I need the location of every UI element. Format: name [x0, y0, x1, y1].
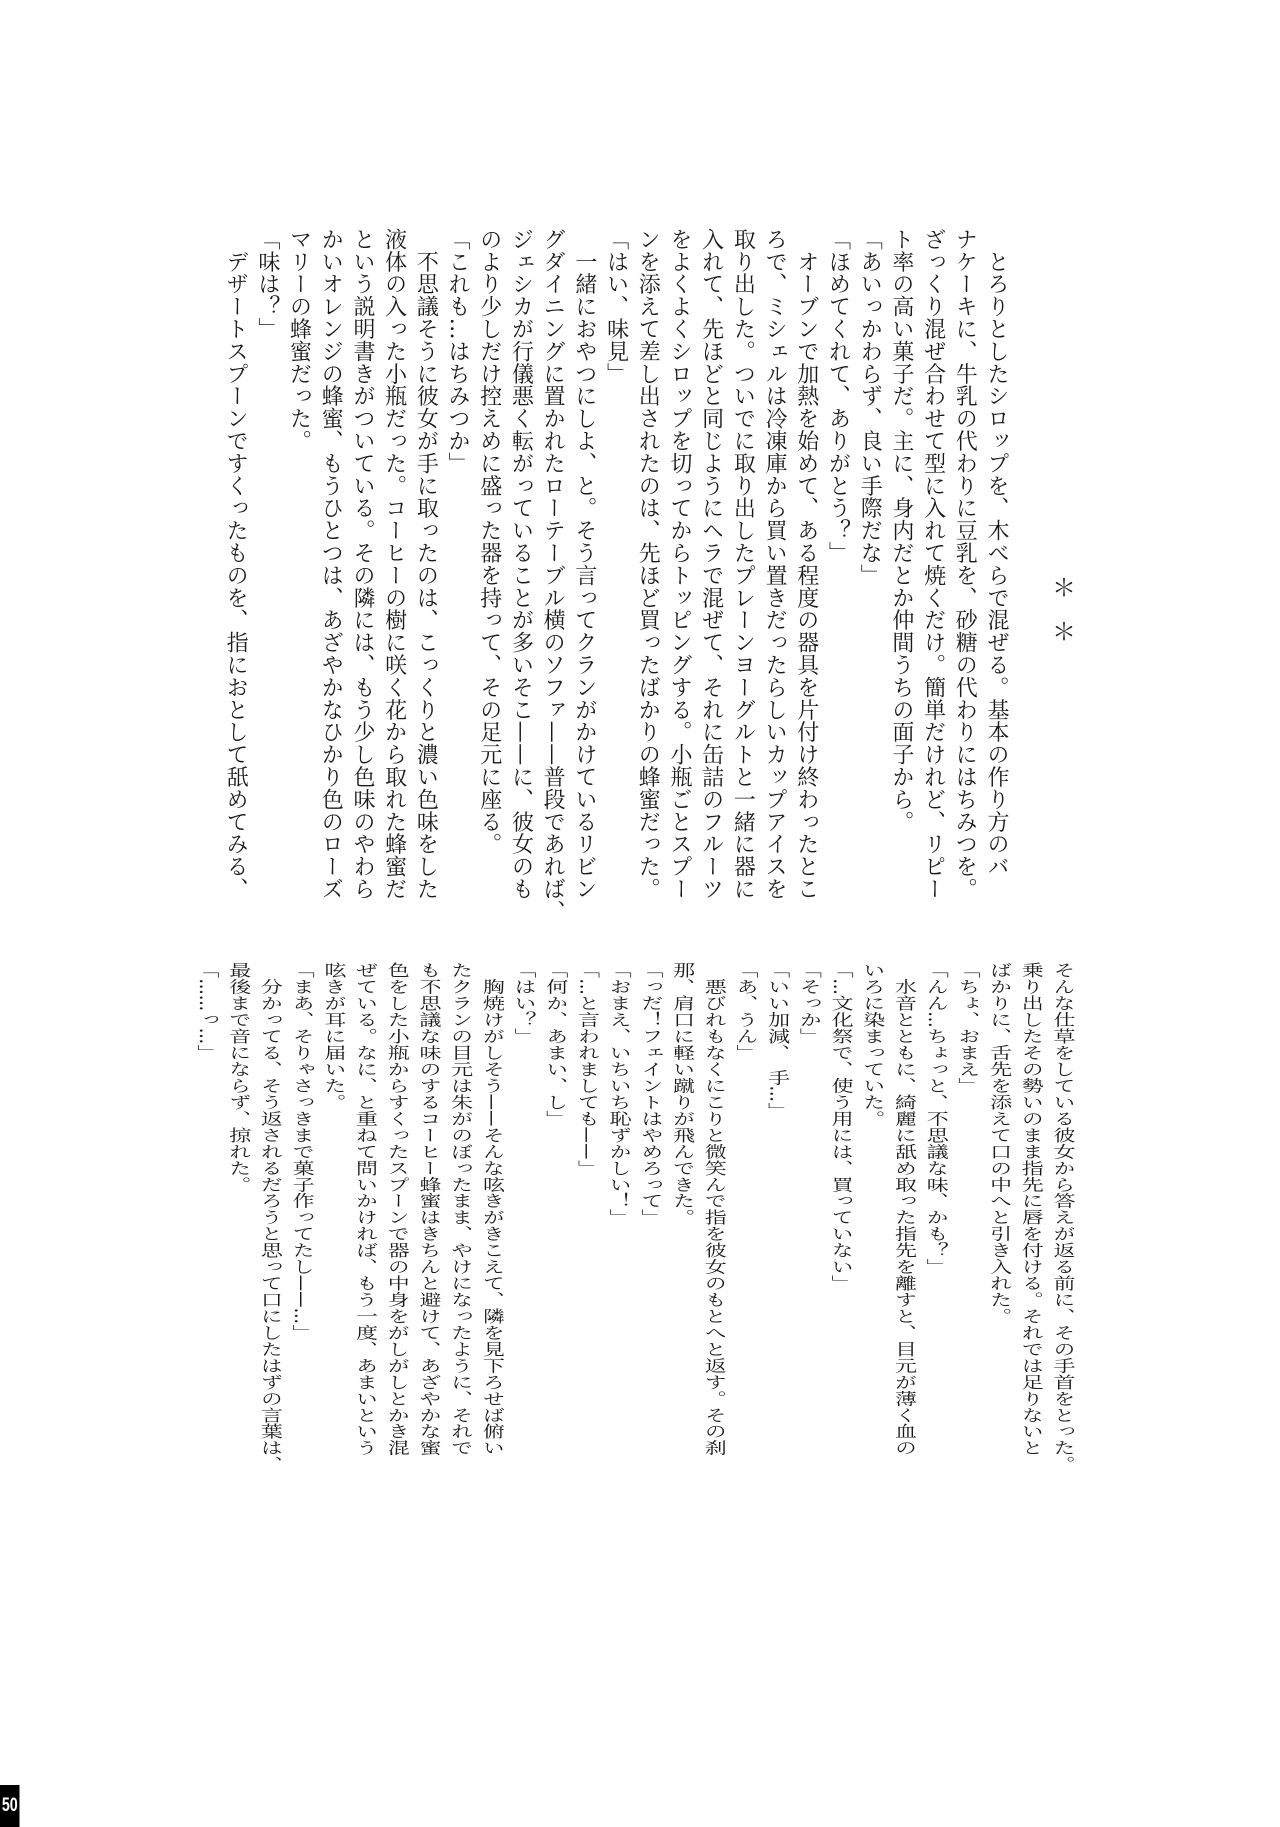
text-column: ざっくり混ぜ合わせて型に入れて焼くだけ。簡単だけれど、リピー [920, 228, 946, 900]
text-column: のより少しだけ控えめに盛った器を持って、その足元に座る。 [476, 228, 502, 856]
text-column: 呟きが耳に届いた。 [320, 962, 346, 1111]
text-column: 「…文化祭で、使う用には、買っていない」 [828, 962, 854, 1292]
text-column: 「……っ…」 [194, 962, 220, 1061]
text-column: 不思議そうに彼女が手に取ったのは、こっくりと濃い色味をした [413, 228, 439, 900]
text-column: ばかりに、舌先を添えて口の中へと引き入れた。 [986, 962, 1012, 1325]
text-column: そんな仕草をしている彼女から答えが返る前に、その手首をとった。 [1050, 962, 1075, 1473]
text-column: 悪びれもなくにこりと微笑んで指を彼女のもとへと返す。その刹 [701, 962, 727, 1456]
text-column: も不思議な味のするコーヒー蜂蜜はきちんと避けて、あざやかな蜜 [415, 962, 441, 1456]
text-column: 「はい？」 [511, 962, 537, 1045]
text-column: 「そっか」 [796, 962, 822, 1045]
text-column: とろりとしたシロップを、木べらで混ぜる。基本の作り方のバ [984, 228, 1009, 878]
text-column: という説明書きがついている。その隣には、もう少し色味のやわら [349, 228, 375, 900]
section-break [1052, 566, 1076, 654]
text-column: 取り出した。ついでに取り出したプレーンヨーグルトと一緒に器に [730, 228, 756, 900]
text-column: たクランの目元は朱がのぼったまま、やけになったように、それで [447, 962, 473, 1456]
text-column: 色をした小瓶からすくったスプーンで器の中身をがしがしとかき混 [384, 962, 410, 1456]
text-column: 「これも…はちみつか」 [445, 228, 471, 475]
text-column: 一緒におやつにしよ、と。そう言ってクランがかけているリビン [571, 228, 597, 900]
text-column: 「まあ、そりゃさっきまで菓子作ってたし——…」 [289, 962, 315, 1341]
upper-text-block [219, 228, 1012, 923]
text-column: 分かってる、そう返されるだろうと思って口にしたはずの言葉は、 [257, 962, 283, 1473]
text-column: 「味は？」 [254, 228, 280, 340]
text-column: ナケーキに、牛乳の代わりに豆乳を、砂糖の代わりにはちみつを。 [952, 228, 978, 900]
section-break-asterisk: ＊ [1052, 618, 1076, 646]
lower-text-block [190, 962, 1078, 1477]
text-column: 「ちょ、おまえ」 [954, 962, 980, 1094]
section-break-asterisk: ＊ [1052, 574, 1076, 602]
text-column: 液体の入った小瓶だった。コーヒーの樹に咲く花から取れた蜂蜜だ [381, 228, 407, 900]
text-column: ジェシカが行儀悪く転がっていることが多いそこ——に、彼女のも [508, 228, 534, 900]
text-column: 「あ、うん」 [732, 962, 758, 1061]
text-column: デザートスプーンですくったものを、指におとして舐めてみる、 [223, 228, 249, 900]
text-column: オーブンで加熱を始めて、ある程度の器具を片付け終わったとこ [793, 228, 819, 900]
text-column: をよくよくシロップを切ってからトッピングする。小瓶ごとスプー [666, 228, 692, 900]
text-column: 水音とともに、綺麗に舐め取った指先を離すと、目元が薄く血の [891, 962, 917, 1456]
text-column: ぜている。なに、と重ねて問いかければ、もう一度、あまいという [352, 962, 378, 1456]
text-column: 「あいっかわらず、良い手際だな」 [857, 228, 883, 587]
text-column: ンを添えて差し出されたのは、先ほど買ったばかりの蜂蜜だった。 [635, 228, 661, 900]
text-column: 「んん…ちょっと、不思議な味、かも？」 [923, 962, 949, 1275]
text-column: 入れて、先ほどと同じようにヘラで混ぜて、それに缶詰のフルーツ [698, 228, 724, 900]
text-column: ト率の高い菓子だ。主に、身内だとか仲間うちの面子から。 [888, 228, 914, 833]
text-column: かいオレンジの蜂蜜、もうひとつは、あざやかなひかり色のローズ [318, 228, 344, 900]
text-column: グダイニングに置かれたローテーブル横のソファ——普段であれば、 [540, 228, 566, 923]
text-column: 「…と言われましても——」 [574, 962, 600, 1177]
text-column: 「っだ！フェイントはやめろって」 [637, 962, 663, 1226]
text-column: 最後まで音にならず、掠れた。 [225, 962, 251, 1193]
text-column: 胸焼けがしそう——そんな呟きがきこえて、隣を見下ろせば俯い [479, 962, 505, 1456]
text-column: 「いい加減、 手…」 [764, 962, 790, 1119]
text-column: 「おまえ、いちいち恥ずかしい！」 [606, 962, 632, 1226]
text-column: 「何か、あまい、し」 [542, 962, 568, 1127]
text-column: ろで、ミシェルは冷凍庫から買い置きだったらしいカップアイスを [762, 228, 788, 900]
text-column: 乗り出したその勢いのまま指先に唇を付ける。それでは足りないと [1018, 962, 1044, 1456]
text-column: いろに染まっていた。 [859, 962, 885, 1127]
page-number: 50 [0, 1785, 20, 1827]
text-column: 「ほめてくれて、ありがとう？」 [825, 228, 851, 564]
text-column: 「はい、味見」 [603, 228, 629, 385]
text-column: 那、肩口に軽い蹴りが飛んできた。 [669, 962, 695, 1226]
text-column: マリーの蜂蜜だった。 [286, 228, 312, 452]
